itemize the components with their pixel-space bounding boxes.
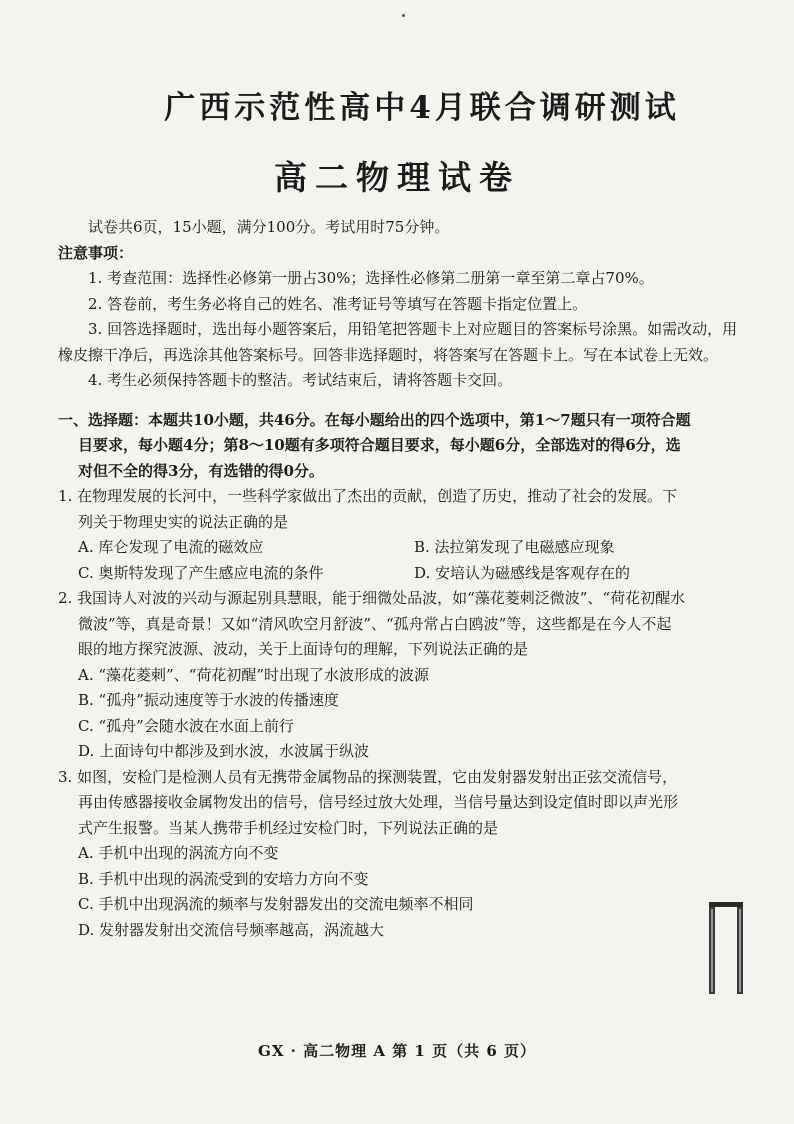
question-1 (58, 484, 750, 586)
notice-item-3: 3. 回答选择题时，选出每小题答案后，用铅笔把答题卡上对应题目的答案标号涂黑。如需改动，用橡皮擦干净后，再选涂其他答案标号。回答非选择题时，将答案写在答题卡上。写在本试卷上无效。 (58, 320, 738, 364)
notice-item-4: 4. 考生必须保持答题卡的整洁。考试结束后，请将答题卡交回。 (88, 371, 513, 389)
gate-left-highlight (711, 909, 713, 992)
question-3-stem-2: 再由传感器接收金属物发出的信号，信号经过放大处理，当信号量达到设定值时即以声光形 (78, 793, 679, 811)
question-2-stem-1: 2. 我国诗人对波的兴动与源起别具慧眼，能于细微处品波，如“藻花菱刺泛微波”、“荷花初醒水 (58, 589, 686, 607)
question-3-option-a: A. 手机中出现的涡流方向不变 (78, 844, 279, 862)
question-1-option-a: A. 库仑发现了电流的磁效应 (78, 538, 264, 556)
question-3 (58, 765, 750, 944)
section-line-2: 目要求，每小题4分；第8～10题有多项符合题目要求，每小题6分，全部选对的得6分，选 (78, 436, 681, 454)
section-heading (58, 408, 750, 485)
question-3-option-b: B. 手机中出现的涡流受到的安培力方向不变 (78, 869, 369, 888)
question-2-stem-3: 眼的地方探究波源、波动，关于上面诗句的理解，下列说法正确的是 (78, 640, 529, 658)
question-3-option-d: D. 发射器发射出交流信号频率越高，涡流越大 (78, 920, 385, 939)
exam-title: 广西示范性高中4月联合调研测试 (164, 90, 680, 126)
notice-heading: 注意事项： (58, 243, 134, 262)
question-1-stem-1: 1. 在物理发展的长河中，一些科学家做出了杰出的贡献，创造了历史，推动了社会的发展。下 (58, 487, 678, 505)
question-2-option-b: B. “孤舟”振动速度等于水波的传播速度 (78, 691, 339, 709)
question-3-option-c: C. 手机中出现涡流的频率与发射器发出的交流电频率不相同 (78, 895, 474, 913)
section-line-3: 对但不全的得3分，有选错的得0分。 (78, 461, 324, 480)
scan-dot (402, 14, 405, 17)
question-1-options-row-2 (58, 561, 750, 587)
question-1-option-c: C. 奥斯特发现了产生感应电流的条件 (78, 563, 324, 582)
exam-intro: 试卷共6页，15小题，满分100分。考试用时75分钟。 (88, 218, 450, 236)
notice-item-1: 1. 考查范围：选择性必修第一册占30%；选择性必修第二册第一章至第二章占70%。 (88, 269, 654, 287)
question-2 (58, 586, 750, 765)
section-line-1: 一、选择题：本题共10小题，共46分。在每小题给出的四个选项中，第1～7题只有一项符合题 (58, 410, 691, 429)
question-1-option-d: D. 安培认为磁感线是客观存在的 (414, 563, 631, 582)
question-1-option-b: B. 法拉第发现了电磁感应现象 (414, 538, 615, 556)
notice-item-2: 2. 答卷前，考生务必将自己的姓名、准考证号等填写在答题卡指定位置上。 (88, 294, 588, 313)
question-2-option-c: C. “孤舟”会随水波在水面上前行 (78, 716, 294, 735)
question-2-option-d: D. 上面诗句中都涉及到水波，水波属于纵波 (78, 742, 370, 760)
gate-top-bar (709, 902, 743, 907)
exam-content (58, 215, 750, 943)
exam-subtitle: 高二物理试卷 (274, 158, 520, 197)
question-1-stem-2: 列关于物理史实的说法正确的是 (78, 512, 289, 531)
question-3-stem-1: 3. 如图，安检门是检测人员有无携带金属物品的探测装置，它由发射器发射出正弦交流信号， (58, 767, 678, 786)
question-2-stem-2: 微波”等，真是奇景！又如“清风吹空月舒波”、“孤舟常占白鸥波”等，这些都是在今人不起 (78, 614, 672, 633)
gate-right-highlight (739, 909, 741, 992)
question-2-option-a: A. “藻花菱刺”、“荷花初醒”时出现了水波形成的波源 (78, 665, 430, 684)
page-footer: GX · 高二物理 A 第 1 页（共 6 页） (258, 1042, 536, 1060)
question-1-options-row-1 (58, 535, 750, 561)
security-gate-figure (706, 898, 746, 996)
question-3-stem-3: 式产生报警。当某人携带手机经过安检门时，下列说法正确的是 (78, 818, 499, 837)
